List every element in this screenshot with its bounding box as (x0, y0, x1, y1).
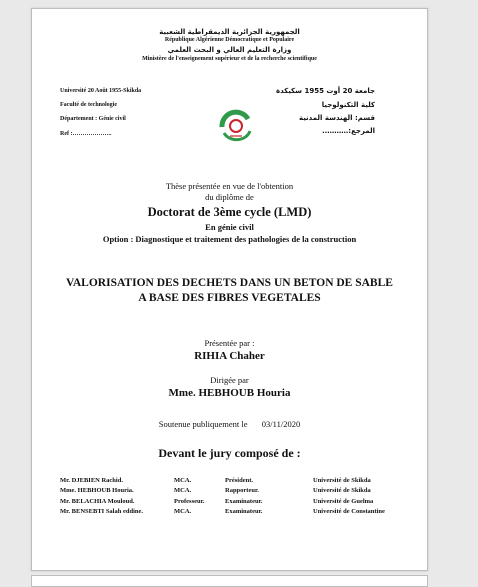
defense-date: 03/11/2020 (261, 419, 301, 429)
author-name: RIHIA Chaher (194, 350, 265, 362)
jury-name: Mme. HEBHOUB Houria. (60, 487, 134, 494)
header-arabic-republic: الجمهورية الجزائرية الديمقراطية الشعبية (159, 28, 300, 36)
university-logo (216, 109, 256, 143)
right-department: قسم: الهندسة المدنية (298, 114, 375, 122)
jury-role: Examinateur. (225, 508, 263, 515)
header-arabic-ministry: وزارة التعليم العالي و البحث العلمي (167, 46, 292, 54)
degree-title: Doctorat de 3ème cycle (LMD) (147, 205, 312, 219)
thesis-field: En génie civil (205, 222, 254, 232)
defense-line (32, 419, 427, 429)
jury-institution: Université de Constantine (313, 508, 385, 515)
jury-row (60, 508, 420, 518)
director-name: Mme. HEBHOUB Houria (168, 387, 291, 399)
jury-heading: Devant le jury composé de : (158, 446, 301, 460)
thesis-line2: du diplôme de (205, 192, 254, 202)
right-faculty: كلية التكنولوجيا (321, 101, 375, 109)
next-page-edge (31, 575, 428, 587)
thesis-option: Option : Diagnostique et traitement des pathologies de la construction (102, 234, 357, 244)
jury-role: Rapporteur. (225, 487, 259, 494)
directed-by: Dirigée par (210, 375, 249, 385)
left-faculty: Faculté de technologie (60, 102, 117, 108)
right-university: جامعة 20 أوت 1955 سكيكدة (275, 87, 375, 95)
left-department: Département : Génie civil (60, 116, 126, 122)
jury-grade: MCA. (174, 487, 192, 494)
jury-role: Examinateur. (225, 498, 263, 505)
document-page (31, 8, 428, 571)
jury-name: Mr. DJEBIEN Rachid. (60, 477, 123, 484)
jury-grade: Professeur. (174, 498, 205, 505)
thesis-title-line1: VALORISATION DES DECHETS DANS UN BETON DE SABLE (66, 277, 393, 289)
jury-institution: Université de Guelma (313, 498, 374, 505)
left-ref: Ref :……………….. (60, 131, 112, 137)
jury-institution: Université de Skikda (313, 477, 371, 484)
header-ministry-fr: Ministère de l'enseignement supérieur et de la recherche scientifique (142, 56, 317, 62)
thesis-title-line2: A BASE DES FIBRES VEGETALES (138, 292, 321, 304)
defense-text: Soutenue publiquement le (158, 419, 248, 429)
jury-name: Mr. BELACHIA Mouloud. (60, 498, 135, 505)
left-university: Université 20 Août 1955-Skikda (60, 88, 142, 94)
header-republic-fr: République Algérienne Démocratique et Populaire (164, 37, 295, 43)
jury-institution: Université de Skikda (313, 487, 371, 494)
presented-by: Présentée par : (204, 338, 255, 348)
jury-row (60, 477, 420, 487)
thesis-line1: Thèse présentée en vue de l'obtention (165, 181, 294, 191)
right-ref: المرجع:……….. (321, 127, 375, 135)
jury-grade: MCA. (174, 477, 192, 484)
jury-row (60, 487, 420, 497)
jury-name: Mr. BENSEBTI Salah eddine. (60, 508, 144, 515)
jury-grade: MCA. (174, 508, 192, 515)
jury-role: Président. (225, 477, 253, 484)
jury-row (60, 498, 420, 508)
